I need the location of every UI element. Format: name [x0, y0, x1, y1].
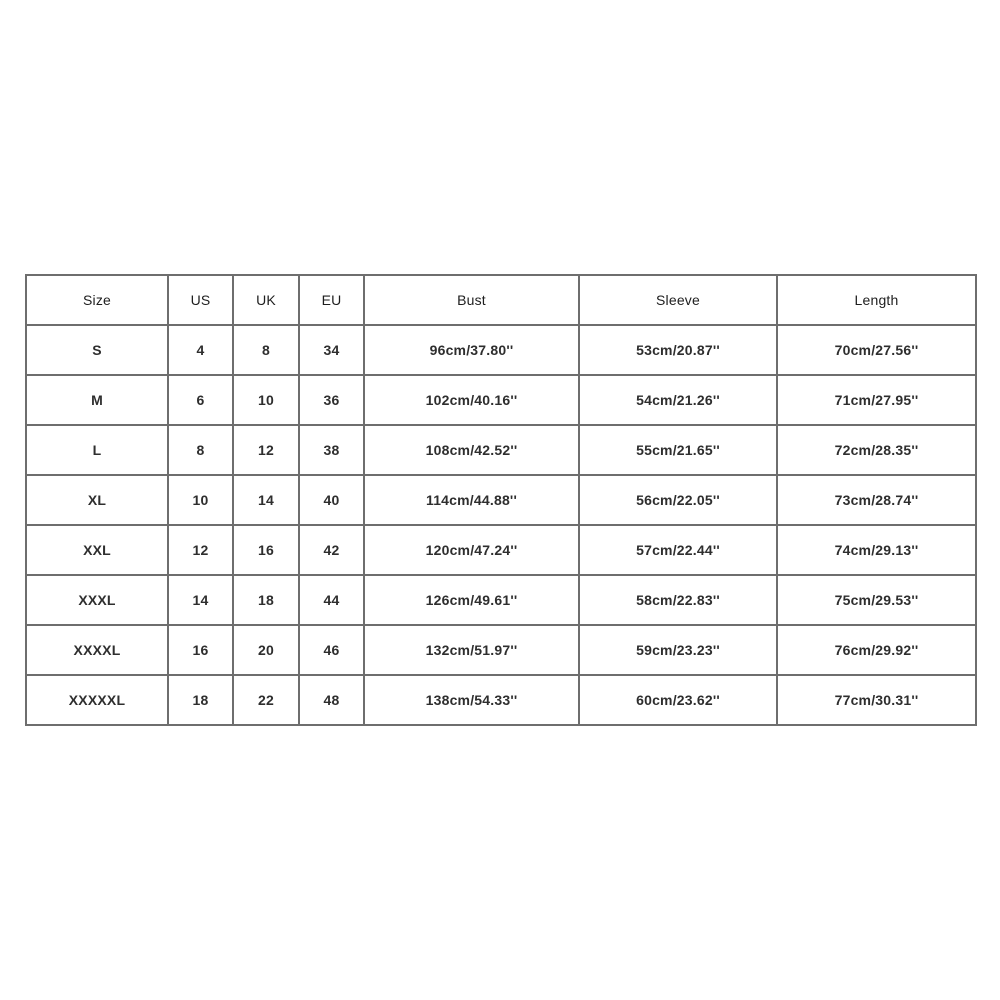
cell-uk: 18 — [233, 575, 299, 625]
cell-size: L — [26, 425, 168, 475]
cell-length: 70cm/27.56'' — [777, 325, 976, 375]
cell-eu: 36 — [299, 375, 364, 425]
cell-eu: 42 — [299, 525, 364, 575]
cell-eu: 38 — [299, 425, 364, 475]
table-row — [26, 575, 976, 625]
size-chart-header — [26, 275, 976, 325]
cell-sleeve: 54cm/21.26'' — [579, 375, 777, 425]
cell-sleeve: 56cm/22.05'' — [579, 475, 777, 525]
header-sleeve: Sleeve — [579, 275, 777, 325]
cell-bust: 126cm/49.61'' — [364, 575, 579, 625]
cell-us: 18 — [168, 675, 233, 725]
header-bust: Bust — [364, 275, 579, 325]
cell-sleeve: 57cm/22.44'' — [579, 525, 777, 575]
cell-us: 8 — [168, 425, 233, 475]
cell-uk: 20 — [233, 625, 299, 675]
cell-us: 14 — [168, 575, 233, 625]
table-row — [26, 325, 976, 375]
cell-bust: 120cm/47.24'' — [364, 525, 579, 575]
cell-eu: 48 — [299, 675, 364, 725]
cell-us: 6 — [168, 375, 233, 425]
cell-length: 74cm/29.13'' — [777, 525, 976, 575]
cell-size: XL — [26, 475, 168, 525]
table-row — [26, 675, 976, 725]
cell-eu: 34 — [299, 325, 364, 375]
cell-us: 12 — [168, 525, 233, 575]
cell-bust: 114cm/44.88'' — [364, 475, 579, 525]
cell-eu: 46 — [299, 625, 364, 675]
cell-bust: 102cm/40.16'' — [364, 375, 579, 425]
cell-uk: 12 — [233, 425, 299, 475]
table-row — [26, 625, 976, 675]
cell-uk: 14 — [233, 475, 299, 525]
cell-us: 10 — [168, 475, 233, 525]
cell-eu: 44 — [299, 575, 364, 625]
cell-uk: 8 — [233, 325, 299, 375]
cell-sleeve: 53cm/20.87'' — [579, 325, 777, 375]
cell-sleeve: 60cm/23.62'' — [579, 675, 777, 725]
header-length: Length — [777, 275, 976, 325]
cell-us: 4 — [168, 325, 233, 375]
size-chart-table — [25, 274, 977, 726]
cell-us: 16 — [168, 625, 233, 675]
header-size: Size — [26, 275, 168, 325]
header-row — [26, 275, 976, 325]
cell-size: XXXXXL — [26, 675, 168, 725]
table-row — [26, 425, 976, 475]
table-row — [26, 475, 976, 525]
cell-length: 73cm/28.74'' — [777, 475, 976, 525]
cell-uk: 16 — [233, 525, 299, 575]
cell-sleeve: 59cm/23.23'' — [579, 625, 777, 675]
cell-length: 75cm/29.53'' — [777, 575, 976, 625]
cell-length: 72cm/28.35'' — [777, 425, 976, 475]
cell-size: M — [26, 375, 168, 425]
cell-length: 77cm/30.31'' — [777, 675, 976, 725]
cell-bust: 108cm/42.52'' — [364, 425, 579, 475]
cell-size: XXXXL — [26, 625, 168, 675]
cell-bust: 132cm/51.97'' — [364, 625, 579, 675]
cell-uk: 22 — [233, 675, 299, 725]
header-eu: EU — [299, 275, 364, 325]
header-us: US — [168, 275, 233, 325]
cell-eu: 40 — [299, 475, 364, 525]
cell-bust: 96cm/37.80'' — [364, 325, 579, 375]
size-chart-body — [26, 325, 976, 725]
cell-length: 71cm/27.95'' — [777, 375, 976, 425]
cell-size: S — [26, 325, 168, 375]
cell-bust: 138cm/54.33'' — [364, 675, 579, 725]
header-uk: UK — [233, 275, 299, 325]
table-row — [26, 525, 976, 575]
cell-length: 76cm/29.92'' — [777, 625, 976, 675]
cell-uk: 10 — [233, 375, 299, 425]
table-row — [26, 375, 976, 425]
cell-size: XXXL — [26, 575, 168, 625]
cell-sleeve: 58cm/22.83'' — [579, 575, 777, 625]
cell-size: XXL — [26, 525, 168, 575]
cell-sleeve: 55cm/21.65'' — [579, 425, 777, 475]
